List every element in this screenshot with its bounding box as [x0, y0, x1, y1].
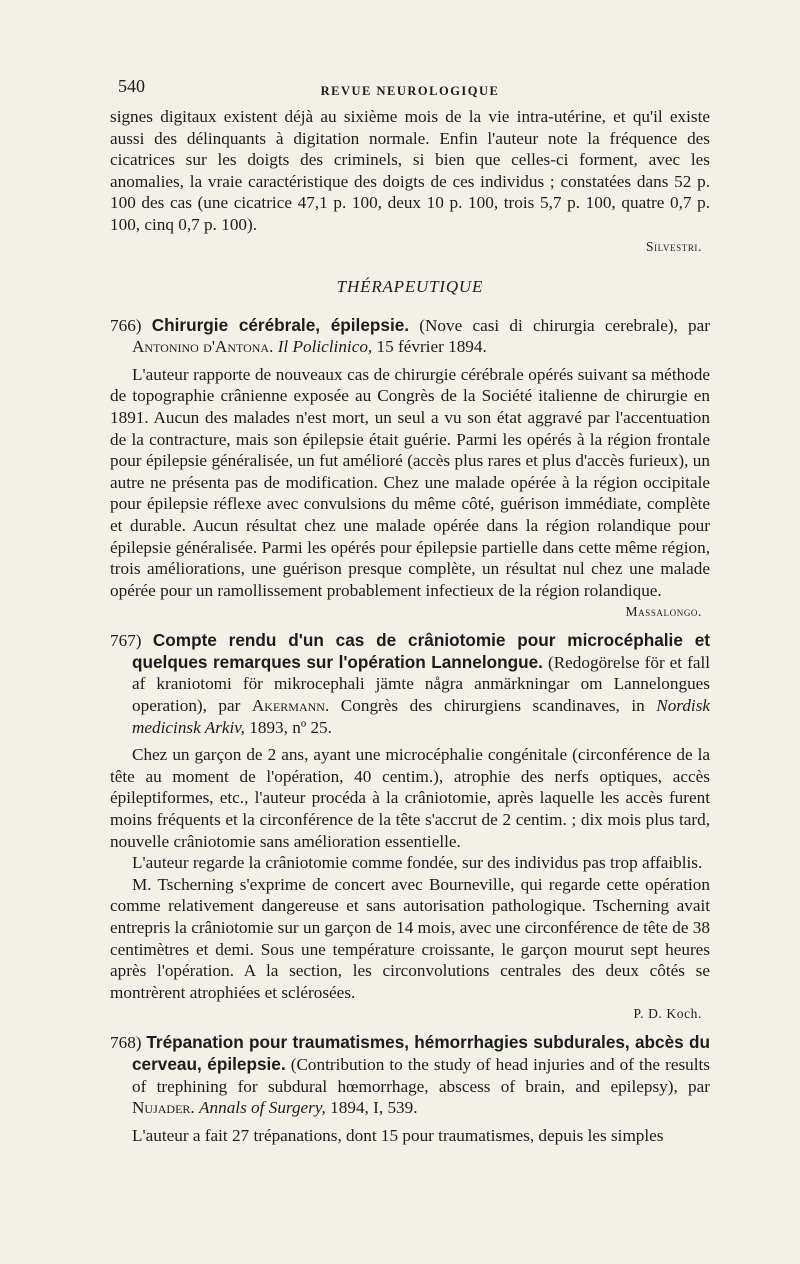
entry-767 — [110, 630, 710, 1024]
entry-title: Compte rendu d'un cas de crâniotomie pour microcéphalie et quelques remarques sur l'opération Lannelongue. — [132, 630, 711, 672]
entry-signature: Massalongo. — [625, 604, 702, 620]
citation-date: 15 février 1894. — [376, 337, 487, 357]
entry-title: Chirurgie cérébrale, épilepsie. — [151, 314, 410, 335]
journal-name: Annals of Surgery, — [199, 1098, 326, 1118]
citation-text: (Nove casi di chirurgia cerebrale), par — [419, 315, 711, 335]
entry-766 — [110, 315, 710, 623]
entry-paragraph: Chez un garçon de 2 ans, ayant une microcéphalie congénitale (circonférence de la tête au moment de l'opération, 40 centim.), atrophie des nerfs optiques, accès épileptiformes, etc., l'auteur procéda à la crâniotomie, après laquelle les accès furent moins fréquents et la circonférence de la tête s'accrut de 2 centim. ; dix mois plus tard, nouvelle crâniotomie sans amélioration essentielle. — [110, 745, 710, 851]
entry-title: Trépanation pour traumatismes, hémorrhagies subdurales, abcès du cerveau, épilepsie. — [132, 1032, 710, 1074]
author-name: Antonino d'Antona. — [132, 337, 274, 357]
entry-768 — [110, 1032, 710, 1146]
running-title: REVUE NEUROLOGIQUE — [320, 84, 500, 98]
entry-heading — [110, 1032, 710, 1118]
author-name: Nujader. — [132, 1098, 195, 1118]
citation-date: 1893, nº 25. — [249, 717, 332, 737]
page-header — [110, 76, 710, 106]
citation-date: 1894, I, 539. — [330, 1098, 418, 1118]
entry-paragraph: L'auteur regarde la crâniotomie comme fondée, sur des individus pas trop affaiblis. — [132, 853, 703, 873]
entry-heading — [110, 630, 710, 738]
citation-text: (Contribution to the study of head injuries and of the results of trephining for subdural hœmorrhage, abscess of brain, and epilepsy), par — [132, 1054, 710, 1096]
entry-number: 767) — [110, 631, 142, 651]
entry-signature: P. D. Koch. — [633, 1006, 702, 1022]
citation-text: (Redogörelse för et fall af kraniotomi för mikrocephali jämte några anmärkningar om Lannelongues operation), par — [132, 652, 710, 716]
intro-signature: Silvestri. — [645, 238, 702, 254]
author-name: Akermann. — [251, 696, 330, 716]
entry-paragraph: L'auteur rapporte de nouveaux cas de chirurgie cérébrale opérés suivant sa méthode de topographie crânienne exposée au Congrès de la Société italienne de chirurgie en 1891. Aucun des malades n'est mort, un seul a vu son état aggravé par l'accentuation de la contracture, mais son épilepsie était guérie. Parmi les opérés à la région frontale pour épilepsie généralisée, un fut amélioré (accès plus rares et plus d'accès furieux), un autre ne présenta pas de modification. Chez une malade opérée à la région occipitale pour épilepsie réflexe avec convulsions du même côté, guérison immédiate, complète et durable. Aucun résultat chez une malade opérée dans la région rolandique pour épilepsie généralisée. Parmi les opérés pour épilepsie partielle dans cette même région, trois améliorations, une guérison presque complète, un résultat nul chez une malade opérée pour un ramollissement probablement infectieux de la région rolandique. — [110, 364, 710, 600]
journal-name: Il Policlinico, — [277, 337, 373, 357]
journal-name: Nordisk medicinsk Arkiv, — [132, 696, 711, 737]
section-title: THÉRAPEUTIQUE — [336, 276, 484, 296]
page-number: 540 — [118, 76, 145, 96]
entry-heading — [110, 315, 710, 358]
entry-paragraph: L'auteur a fait 27 trépanations, dont 15 pour traumatismes, depuis les simples — [132, 1125, 664, 1145]
entry-paragraph: M. Tscherning s'exprime de concert avec Bourneville, qui regarde cette opération comme relativement dangereuse et sans autorisation pathologique. Tscherning avait entrepris la crâniotomie sur un garçon de 14 mois, avec une circonférence de tête de 38 centimètres et demi. Sous une température croissante, le garçon mourut sept heures après l'opération. A la section, les circonvolutions centrales des deux côtés se montrèrent atrophiées et sclérosées. — [110, 874, 710, 1002]
intro-paragraph: signes digitaux existent déjà au sixième mois de la vie intra-utérine, et qu'il existe aussi des délinquants à digitation normale. Enfin l'auteur note la fréquence des cicatrices sur les doigts des criminels, si bien que celles-ci forment, avec les anomalies, la vraie caractéristique des doigts de ces individus ; constatées dans 52 p. 100 des cas (une cicatrice 47,1 p. 100, deux 10 p. 100, trois 5,7 p. 100, quatre 0,7 p. 100, cinq 0,7 p. 100). — [110, 107, 710, 234]
entry-number: 768) — [110, 1033, 142, 1053]
entry-number: 766) — [110, 315, 142, 335]
citation-text-mid: Congrès des chirurgiens scandinaves, in — [340, 696, 645, 716]
